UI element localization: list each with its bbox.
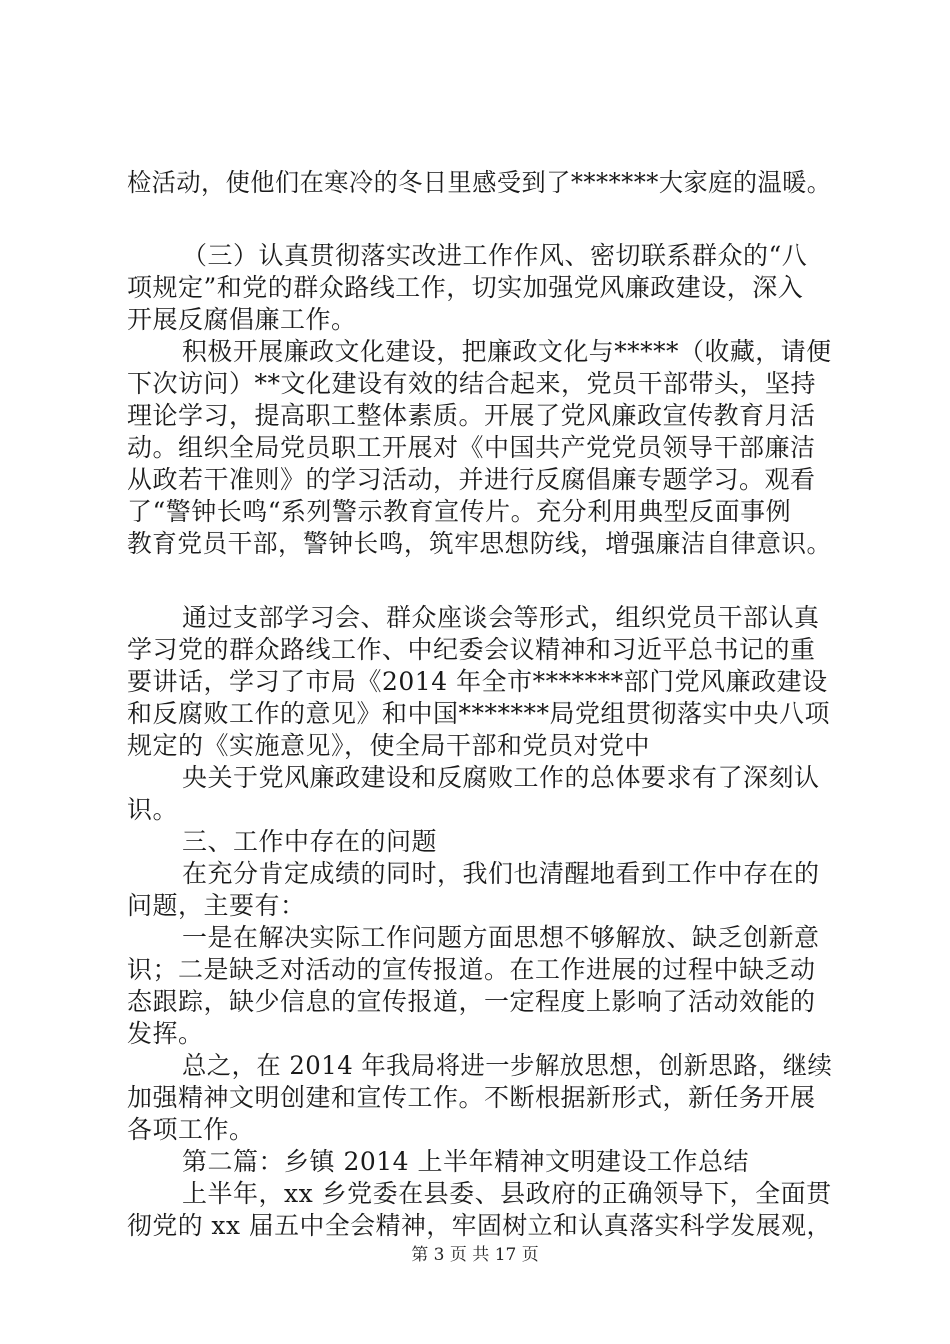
text-line: 各项工作。 [127, 1115, 255, 1144]
section-heading: 第二篇：乡镇 2014 上半年精神文明建设工作总结 [182, 1147, 750, 1176]
text-line: 态跟踪，缺少信息的宣传报道，一定程度上影响了活动效能的 [127, 987, 816, 1016]
text-line: 加强精神文明创建和宣传工作。不断根据新形式，新任务开展 [127, 1083, 816, 1112]
text-line: 要讲话，学习了市局《2014 年全市*******部门党风廉政建设 [127, 667, 828, 696]
text-line: 教育党员干部，警钟长鸣，筑牢思想防线，增强廉洁自律意识。 [127, 529, 832, 558]
text-line: 项规定”和党的群众路线工作，切实加强党风廉政建设，深入 [127, 273, 804, 302]
text-line: 从政若干准则》的学习活动，并进行反腐倡廉专题学习。观看 [127, 465, 816, 494]
text-line: 识。 [127, 795, 179, 824]
section-heading: 三、工作中存在的问题 [182, 827, 438, 856]
text-line: 彻党的 xx 届五中全会精神，牢固树立和认真落实科学发展观， [127, 1211, 832, 1240]
text-line: 和反腐败工作的意见》和中国*******局党组贯彻落实中央八项 [127, 699, 831, 728]
text-line: 下次访问）**文化建设有效的结合起来，党员干部带头，坚持 [127, 369, 817, 398]
text-line: 规定的《实施意见》，使全局干部和党员对党中 [127, 731, 651, 760]
text-line: 发挥。 [127, 1019, 204, 1048]
text-line: 学习党的群众路线工作、中纪委会议精神和习近平总书记的重 [127, 635, 816, 664]
text-line: 开展反腐倡廉工作。 [127, 305, 357, 334]
text-line: 检活动，使他们在寒冷的冬日里感受到了*******大家庭的温暖。 [127, 168, 832, 197]
text-line: 动。组织全局党员职工开展对《中国共产党党员领导干部廉洁 [127, 433, 816, 462]
page-footer: 第 3 页 共 17 页 [411, 1245, 539, 1265]
text-line: 上半年，xx 乡党委在县委、县政府的正确领导下，全面贯 [182, 1179, 832, 1208]
text-line: 积极开展廉政文化建设，把廉政文化与*****（收藏，请便 [182, 337, 832, 366]
text-line: 通过支部学习会、群众座谈会等形式，组织党员干部认真 [182, 603, 820, 632]
text-line: 总之，在 2014 年我局将进一步解放思想，创新思路，继续 [182, 1051, 833, 1080]
text-line: 一是在解决实际工作问题方面思想不够解放、缺乏创新意 [182, 923, 820, 952]
text-line: 理论学习，提高职工整体素质。开展了党风廉政宣传教育月活 [127, 401, 816, 430]
text-line: （三）认真贯彻落实改进工作作风、密切联系群众的“八 [182, 241, 808, 270]
text-line: 识；二是缺乏对活动的宣传报道。在工作进展的过程中缺乏动 [127, 955, 816, 984]
text-line: 了“警钟长鸣“系列警示教育宣传片。充分利用典型反面事例 [127, 497, 792, 526]
text-line: 央关于党风廉政建设和反腐败工作的总体要求有了深刻认 [182, 763, 820, 792]
text-line: 在充分肯定成绩的同时，我们也清醒地看到工作中存在的 [182, 859, 820, 888]
text-line: 问题，主要有： [127, 891, 306, 920]
